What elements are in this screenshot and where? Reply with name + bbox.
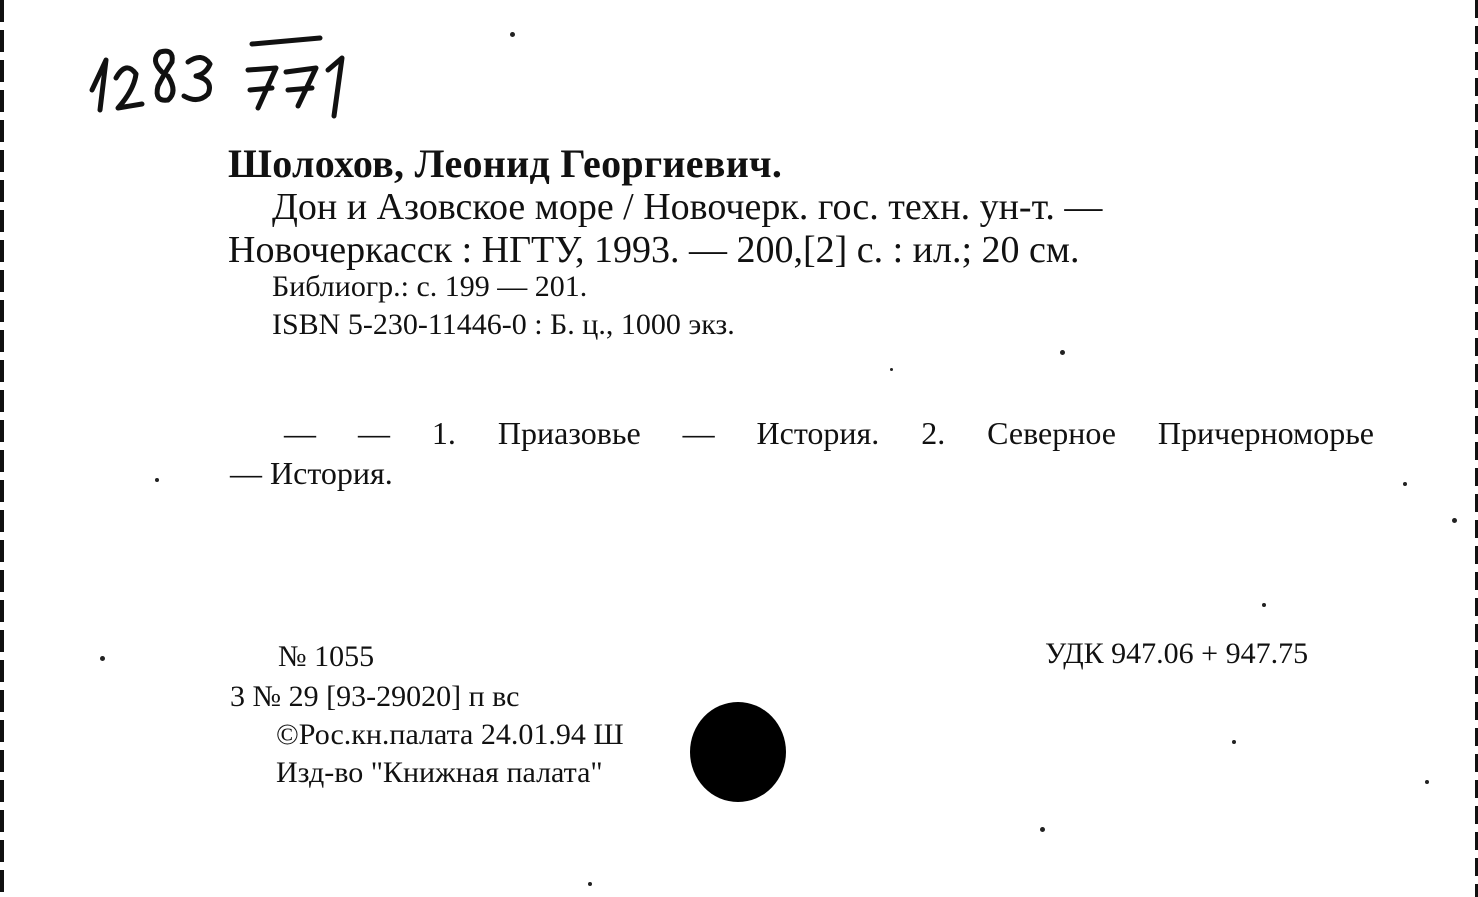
publication-statement: Новочеркасск : НГТУ, 1993. — 200,[2] с. : ил.; 20 см. — [228, 229, 1080, 271]
punch-hole — [690, 702, 786, 802]
scan-speck — [1425, 780, 1429, 784]
record-number: № 1055 — [278, 640, 375, 673]
bibliography-note: Библиогр.: с. 199 — 201. — [272, 270, 588, 303]
scan-speck — [890, 368, 893, 371]
subject-headings-line-2: — История. — [230, 455, 393, 491]
copyright-line: ©Рос.кн.палата 24.01.94 Ш — [276, 718, 624, 751]
udk-classification: УДК 947.06 + 947.75 — [1045, 637, 1309, 670]
scan-speck — [1452, 518, 1457, 523]
scan-speck — [1403, 482, 1407, 486]
scan-speck — [155, 478, 159, 482]
scan-speck — [1262, 603, 1266, 607]
scan-speck — [1060, 350, 1065, 355]
author-heading: Шолохов, Леонид Георгиевич. — [228, 141, 783, 186]
publisher-line: Изд-во "Книжная палата" — [276, 756, 603, 789]
card-left-edge — [0, 0, 4, 897]
scan-speck — [1232, 740, 1236, 744]
subject-headings-line-1: — — 1. Приазовье — История. 2. Северное Причерноморье — [284, 415, 1374, 451]
card-number-line: 3 № 29 [93-29020] п вс — [230, 680, 520, 713]
scan-speck — [588, 882, 592, 886]
scan-speck — [510, 32, 515, 37]
title-statement: Дон и Азовское море / Новочерк. гос. техн. ун-т. — — [272, 186, 1103, 228]
handwritten-inventory-number — [80, 30, 380, 120]
isbn-line: ISBN 5-230-11446-0 : Б. ц., 1000 экз. — [272, 308, 735, 341]
scan-speck — [100, 656, 105, 661]
scan-speck — [1040, 827, 1045, 832]
